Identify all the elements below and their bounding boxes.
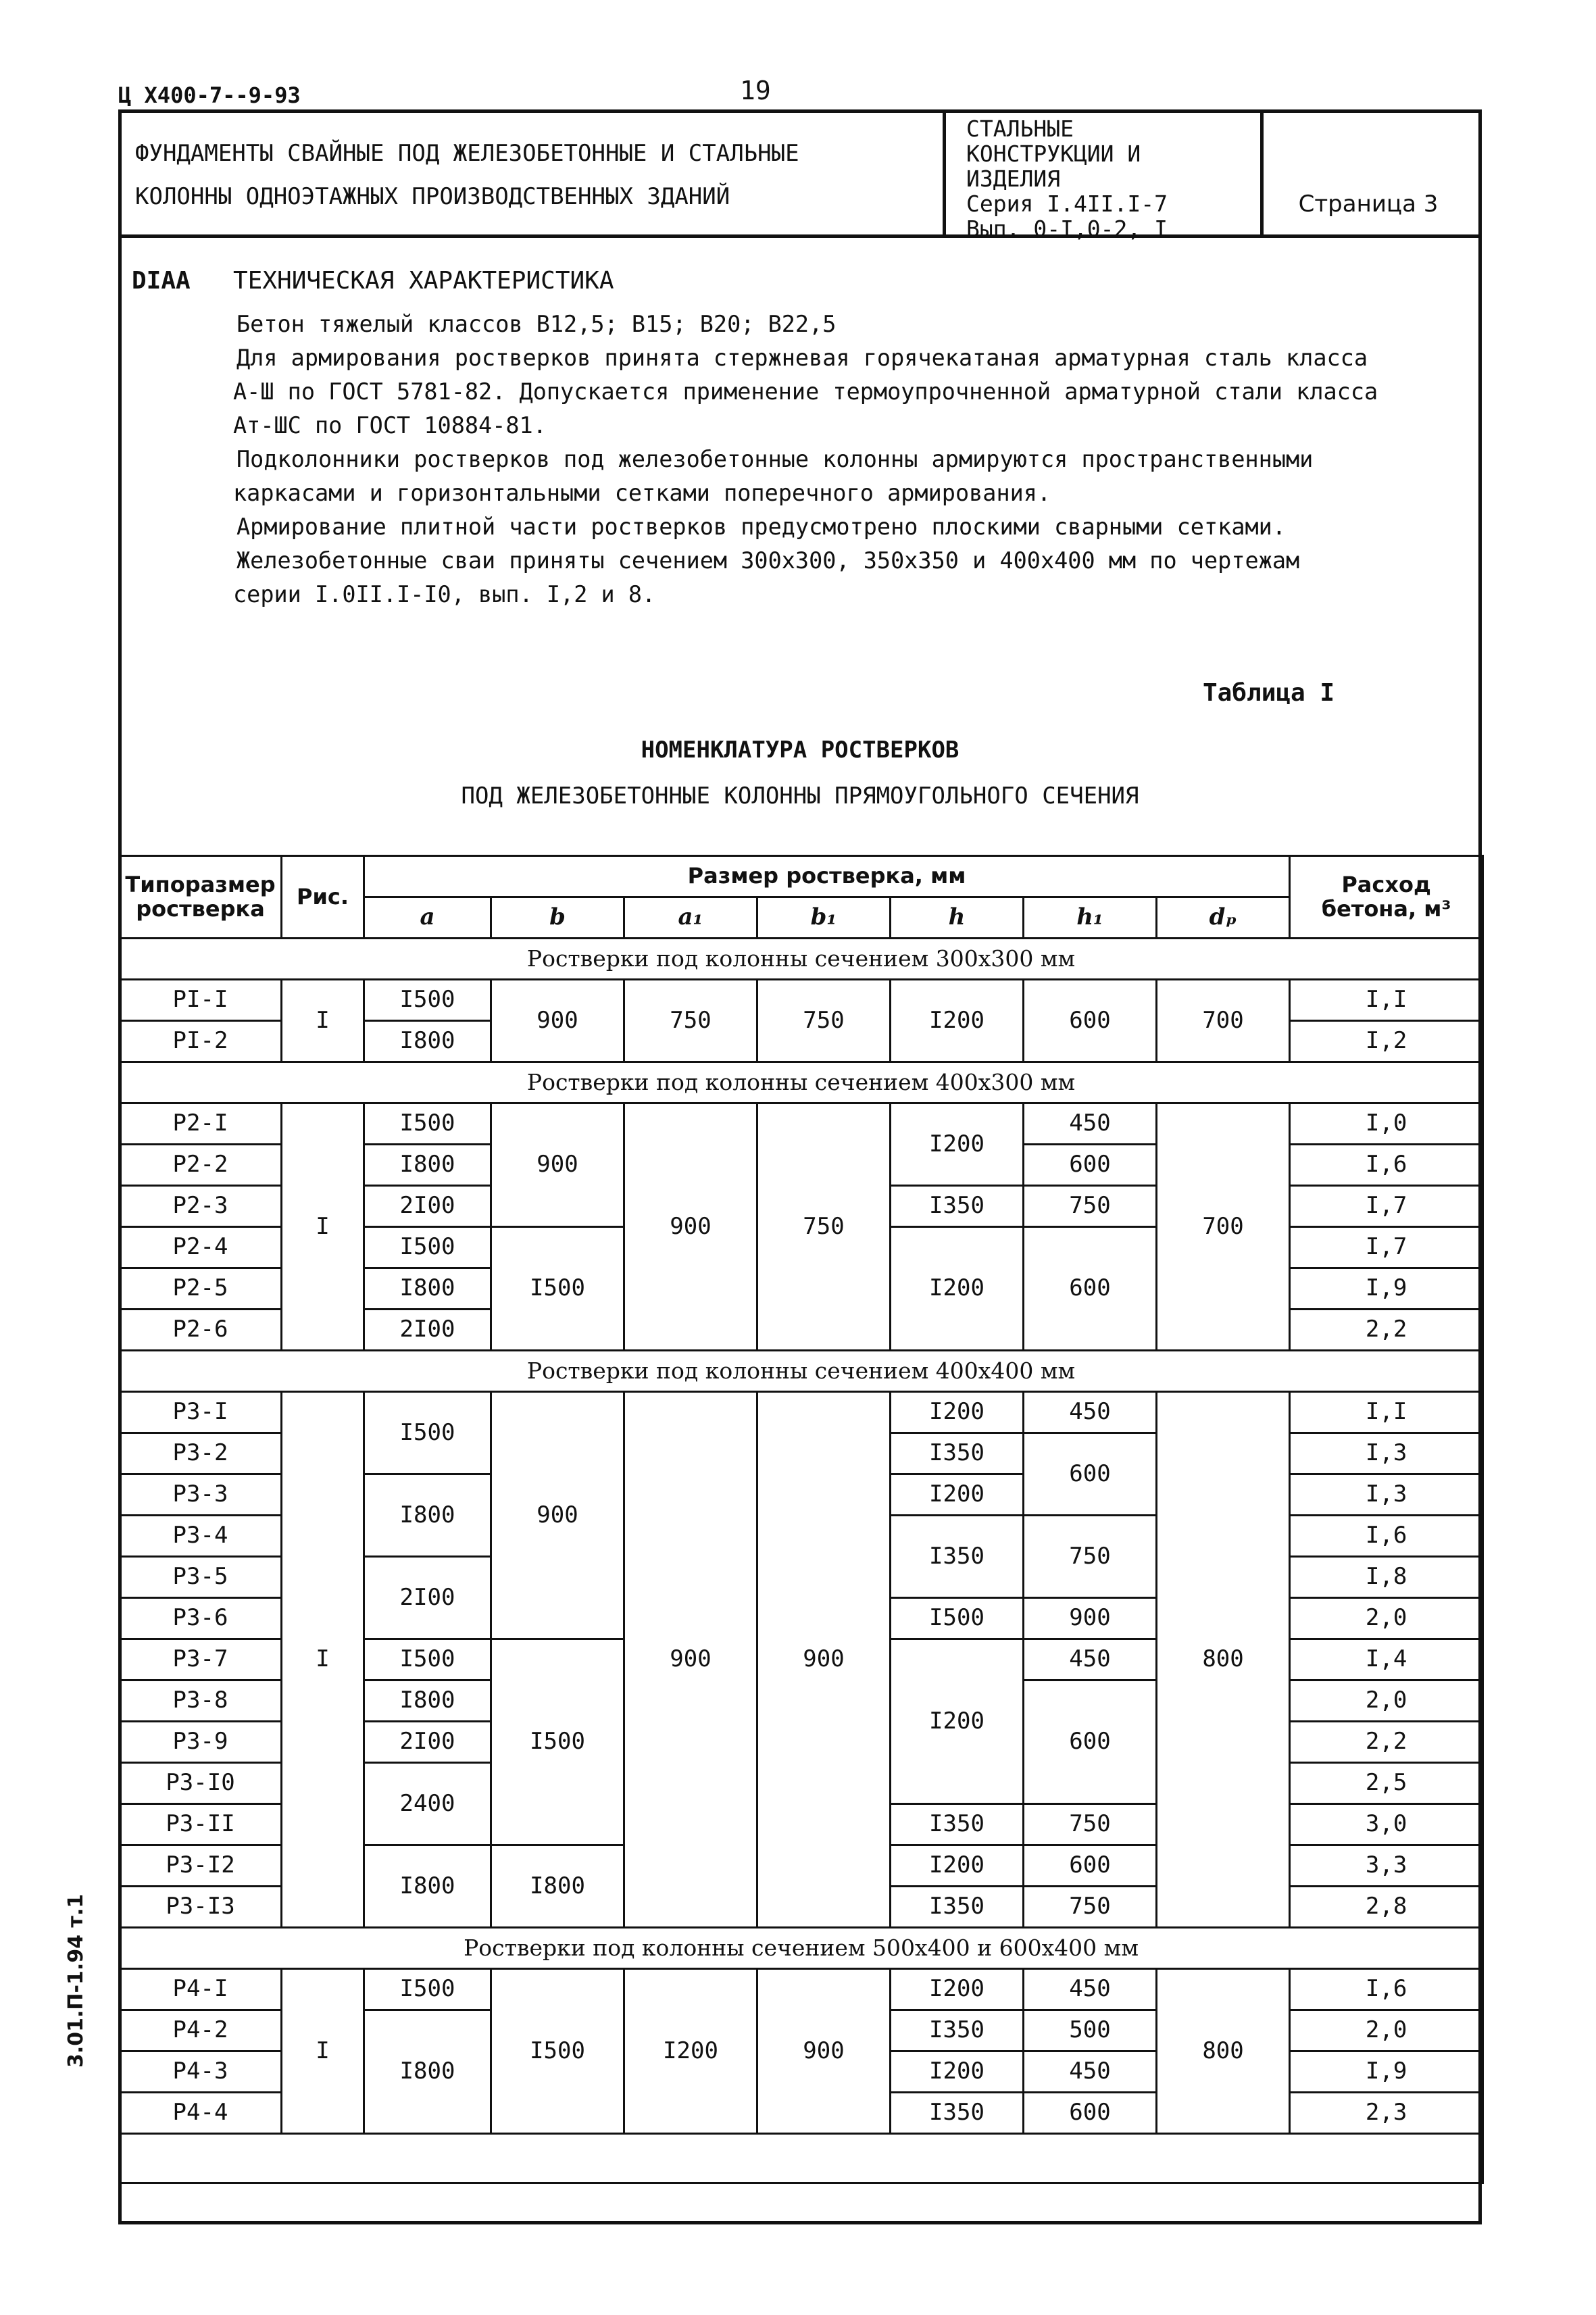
group-heading: Ростверки под колонны сечением 400х300 мм (120, 1062, 1483, 1103)
h-cell: I350 (891, 2010, 1024, 2051)
series-line: ИЗДЕЛИЯ (966, 166, 1061, 192)
type-cell: P3-7 (120, 1639, 282, 1681)
a-cell: I500 (364, 980, 491, 1021)
h-cell: I350 (891, 1186, 1024, 1227)
a-cell: I800 (364, 2010, 491, 2134)
title-block-divider (1260, 109, 1264, 238)
table-title: НОМЕНКЛАТУРА РОСТВЕРКОВ (641, 737, 959, 764)
b-cell: 900 (491, 1392, 624, 1639)
concrete-cell: I,3 (1290, 1433, 1483, 1474)
header-b: b (491, 897, 624, 939)
a-cell: I500 (364, 1392, 491, 1474)
h1-cell: 600 (1024, 1845, 1157, 1887)
b-cell: 900 (491, 1103, 624, 1227)
document-title-line: КОЛОННЫ ОДНОЭТАЖНЫХ ПРОИЗВОДСТВЕННЫХ ЗДАНИЙ (135, 183, 730, 210)
section-title: ТЕХНИЧЕСКАЯ ХАРАКТЕРИСТИКА (233, 267, 614, 295)
document-title (135, 132, 912, 218)
fig-cell: I (282, 1103, 364, 1351)
concrete-cell: 2,0 (1290, 2010, 1483, 2051)
h-cell: I200 (891, 1474, 1024, 1516)
type-cell: P4-I (120, 1969, 282, 2010)
fig-cell: I (282, 980, 364, 1062)
empty-row (120, 2134, 1483, 2183)
fig-cell: I (282, 1969, 364, 2134)
dp-cell: 800 (1157, 1392, 1290, 1928)
concrete-cell: I,I (1290, 980, 1483, 1021)
type-cell: P4-2 (120, 2010, 282, 2051)
paragraph (236, 544, 1460, 578)
text-line: Для армирования ростверков принята стержневая горячекатаная арматурная сталь класса (236, 345, 1368, 371)
text-line: каркасами и горизонтальными сетками поперечного армирования. (233, 480, 1051, 506)
a-cell: I800 (364, 1474, 491, 1557)
h1-cell: 450 (1024, 1392, 1157, 1433)
paragraph (236, 510, 1460, 544)
type-cell: P2-2 (120, 1145, 282, 1186)
header-figure: Рис. (282, 856, 364, 939)
h-cell: I350 (891, 1516, 1024, 1598)
a-cell: I800 (364, 1021, 491, 1062)
a-cell: 2I00 (364, 1557, 491, 1639)
concrete-cell: I,I (1290, 1392, 1483, 1433)
concrete-cell: 2,2 (1290, 1722, 1483, 1763)
document-title-line: ФУНДАМЕНТЫ СВАЙНЫЕ ПОД ЖЕЛЕЗОБЕТОННЫЕ И СТАЛЬНЫЕ (135, 140, 799, 167)
header-a: a (364, 897, 491, 939)
concrete-cell: I,9 (1290, 1268, 1483, 1310)
a-cell: 2400 (364, 1763, 491, 1845)
type-cell: P4-3 (120, 2051, 282, 2093)
h-cell: I200 (891, 1845, 1024, 1887)
h-cell: I200 (891, 1103, 1024, 1186)
concrete-cell: I,0 (1290, 1103, 1483, 1145)
a-cell: 2I00 (364, 1722, 491, 1763)
header-size: Размер ростверка, мм (364, 856, 1290, 897)
b1-cell: 750 (757, 1103, 891, 1351)
type-cell: P3-8 (120, 1681, 282, 1722)
type-cell: P2-3 (120, 1186, 282, 1227)
concrete-cell: I,7 (1290, 1227, 1483, 1268)
h-cell: I500 (891, 1598, 1024, 1639)
concrete-cell: I,7 (1290, 1186, 1483, 1227)
type-cell: P2-I (120, 1103, 282, 1145)
header-type: Типоразмер ростверка (120, 856, 282, 939)
type-cell: P3-3 (120, 1474, 282, 1516)
text-line: А-Ш по ГОСТ 5781-82. Допускается применение термоупрочненной арматурной стали класса (233, 378, 1378, 405)
a-cell: I800 (364, 1845, 491, 1928)
h1-cell: 600 (1024, 980, 1157, 1062)
h1-cell: 450 (1024, 1969, 1157, 2010)
type-cell: P3-II (120, 1804, 282, 1845)
concrete-cell: I,9 (1290, 2051, 1483, 2093)
group-heading: Ростверки под колонны сечением 400х400 мм (120, 1351, 1483, 1392)
h1-cell: 450 (1024, 1103, 1157, 1145)
type-cell: P2-6 (120, 1310, 282, 1351)
a-cell: I500 (364, 1227, 491, 1268)
header-a1: a₁ (624, 897, 757, 939)
h1-cell: 600 (1024, 1145, 1157, 1186)
concrete-cell: 2,5 (1290, 1763, 1483, 1804)
h1-cell: 750 (1024, 1804, 1157, 1845)
dp-cell: 700 (1157, 1103, 1290, 1351)
h1-cell: 900 (1024, 1598, 1157, 1639)
body-text (233, 307, 1460, 612)
series-block (966, 116, 1257, 241)
text-line: Ат-ШС по ГОСТ 10884-81. (233, 412, 547, 439)
h1-cell: 450 (1024, 1639, 1157, 1681)
sheet-label: Страница 3 (1298, 191, 1439, 218)
h-cell: I200 (891, 1969, 1024, 2010)
table-subtitle: ПОД ЖЕЛЕЗОБЕТОННЫЕ КОЛОННЫ ПРЯМОУГОЛЬНОГО СЕЧЕНИЯ (461, 782, 1139, 810)
type-cell: P3-4 (120, 1516, 282, 1557)
a-cell: I800 (364, 1268, 491, 1310)
page-number: 19 (740, 76, 771, 105)
fig-cell: I (282, 1392, 364, 1928)
table-number: Таблица I (1203, 679, 1335, 707)
a-cell: I500 (364, 1639, 491, 1681)
title-block-divider (943, 109, 946, 238)
a-cell: 2I00 (364, 1310, 491, 1351)
roster-table (118, 855, 1484, 2184)
text-line: серии I.0II.I-I0, вып. I,2 и 8. (233, 581, 656, 607)
h-cell: I200 (891, 2051, 1024, 2093)
h1-cell: 750 (1024, 1887, 1157, 1928)
concrete-cell: I,6 (1290, 1145, 1483, 1186)
concrete-cell: I,8 (1290, 1557, 1483, 1598)
group-heading: Ростверки под колонны сечением 500х400 и 600х400 мм (120, 1928, 1483, 1969)
type-cell: P2-5 (120, 1268, 282, 1310)
a-cell: I500 (364, 1969, 491, 2010)
h-cell: I350 (891, 1433, 1024, 1474)
type-cell: P2-4 (120, 1227, 282, 1268)
h1-cell: 600 (1024, 2093, 1157, 2134)
concrete-cell: 2,3 (1290, 2093, 1483, 2134)
text-line: Армирование плитной части ростверков предусмотрено плоскими сварными сетками. (236, 514, 1286, 540)
type-cell: P3-I3 (120, 1887, 282, 1928)
header-h1: h₁ (1024, 897, 1157, 939)
a1-cell: 750 (624, 980, 757, 1062)
document-code: Ц Х400-7--9-93 (118, 82, 301, 108)
dp-cell: 700 (1157, 980, 1290, 1062)
paragraph (233, 409, 1460, 443)
text-line: Железобетонные сваи приняты сечением 300х300, 350х350 и 400х400 мм по чертежам (236, 547, 1300, 574)
group-heading: Ростверки под колонны сечением 300х300 мм (120, 939, 1483, 980)
b-cell: I500 (491, 1227, 624, 1351)
type-cell: P4-4 (120, 2093, 282, 2134)
type-cell: P3-I2 (120, 1845, 282, 1887)
type-cell: P3-I (120, 1392, 282, 1433)
series-line: Вып. 0-I,0-2, I (966, 216, 1168, 242)
concrete-cell: 2,0 (1290, 1681, 1483, 1722)
b-cell: 900 (491, 980, 624, 1062)
h-cell: I200 (891, 980, 1024, 1062)
h-cell: I350 (891, 1804, 1024, 1845)
b-cell: I500 (491, 1969, 624, 2134)
concrete-cell: I,6 (1290, 1969, 1483, 2010)
paragraph (233, 476, 1460, 510)
a-cell: 2I00 (364, 1186, 491, 1227)
concrete-cell: I,2 (1290, 1021, 1483, 1062)
h1-cell: 600 (1024, 1681, 1157, 1804)
h-cell: I200 (891, 1392, 1024, 1433)
a-cell: I800 (364, 1145, 491, 1186)
type-cell: P3-I0 (120, 1763, 282, 1804)
type-cell: PI-2 (120, 1021, 282, 1062)
series-line: Серия I.4II.I-7 (966, 191, 1168, 217)
side-stamp: 3.01.П-1.94 т.1 (64, 1893, 88, 2068)
concrete-cell: I,6 (1290, 1516, 1483, 1557)
section-code: DIAA (132, 267, 191, 295)
b1-cell: 900 (757, 1969, 891, 2134)
concrete-cell: 3,3 (1290, 1845, 1483, 1887)
concrete-cell: 2,8 (1290, 1887, 1483, 1928)
series-line: КОНСТРУКЦИИ И (966, 141, 1141, 167)
b-cell: I500 (491, 1639, 624, 1845)
type-cell: PI-I (120, 980, 282, 1021)
concrete-cell: 2,0 (1290, 1598, 1483, 1639)
h1-cell: 600 (1024, 1227, 1157, 1351)
header-b1: b₁ (757, 897, 891, 939)
h-cell: I350 (891, 1887, 1024, 1928)
h-cell: I200 (891, 1227, 1024, 1351)
concrete-cell: I,4 (1290, 1639, 1483, 1681)
header-concrete: Расход бетона, м³ (1290, 856, 1483, 939)
text-line: Подколонники ростверков под железобетонные колонны армируются пространственными (236, 446, 1314, 472)
h1-cell: 450 (1024, 2051, 1157, 2093)
b1-cell: 750 (757, 980, 891, 1062)
h-cell: I200 (891, 1639, 1024, 1804)
text-line: Бетон тяжелый классов В12,5; В15; В20; В22,5 (236, 311, 837, 337)
paragraph (236, 443, 1460, 476)
type-cell: P3-9 (120, 1722, 282, 1763)
h1-cell: 600 (1024, 1433, 1157, 1516)
concrete-cell: 2,2 (1290, 1310, 1483, 1351)
type-cell: P3-5 (120, 1557, 282, 1598)
h1-cell: 750 (1024, 1186, 1157, 1227)
h1-cell: 750 (1024, 1516, 1157, 1598)
type-cell: P3-6 (120, 1598, 282, 1639)
type-cell: P3-2 (120, 1433, 282, 1474)
a1-cell: I200 (624, 1969, 757, 2134)
header-dp: dₚ (1157, 897, 1290, 939)
h-cell: I350 (891, 2093, 1024, 2134)
a-cell: I800 (364, 1681, 491, 1722)
b-cell: I800 (491, 1845, 624, 1928)
h1-cell: 500 (1024, 2010, 1157, 2051)
paragraph (233, 375, 1460, 409)
paragraph (236, 307, 1460, 341)
a1-cell: 900 (624, 1103, 757, 1351)
header-h: h (891, 897, 1024, 939)
a-cell: I500 (364, 1103, 491, 1145)
a1-cell: 900 (624, 1392, 757, 1928)
series-line: СТАЛЬНЫЕ (966, 116, 1074, 142)
paragraph (233, 578, 1460, 612)
paragraph (236, 341, 1460, 375)
concrete-cell: I,3 (1290, 1474, 1483, 1516)
concrete-cell: 3,0 (1290, 1804, 1483, 1845)
dp-cell: 800 (1157, 1969, 1290, 2134)
b1-cell: 900 (757, 1392, 891, 1928)
